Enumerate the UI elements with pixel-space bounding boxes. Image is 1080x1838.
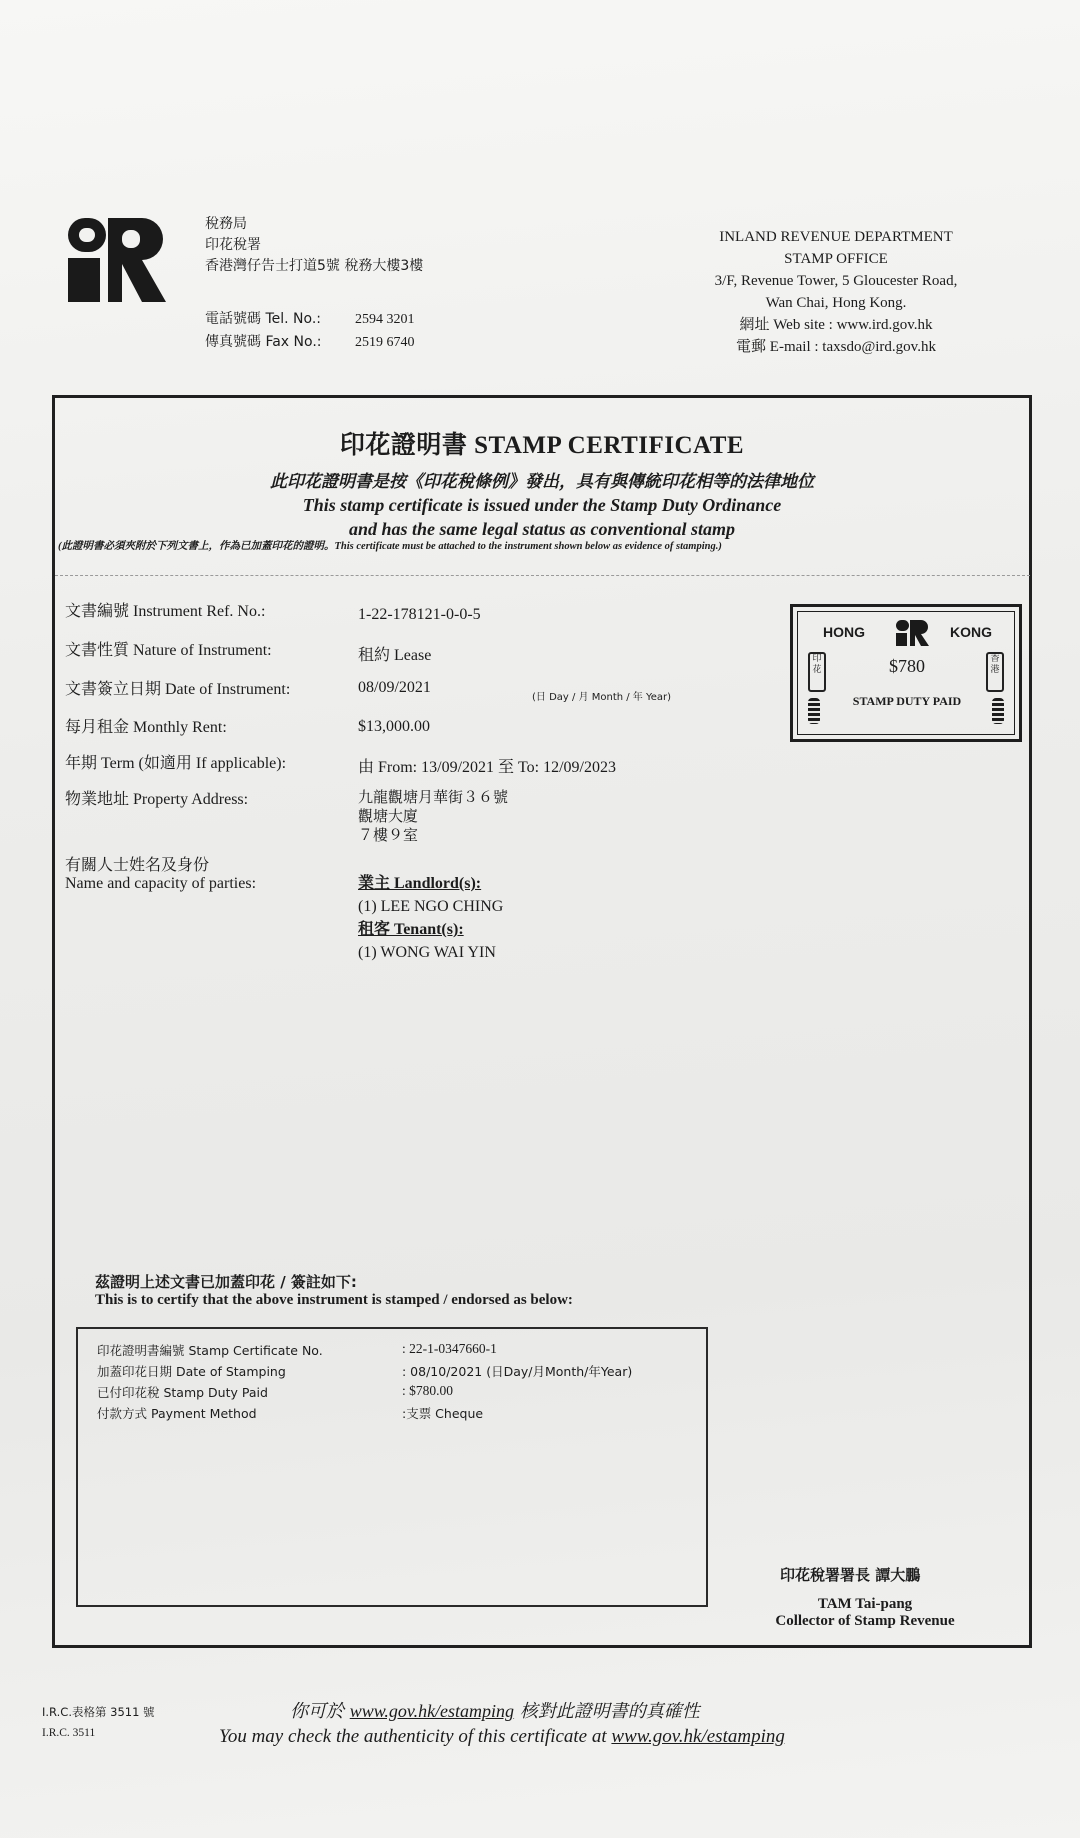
cert-row-value: : $780.00 bbox=[402, 1383, 454, 1398]
subtitle-line: This stamp certificate is issued under the Stamp Duty Ordinance bbox=[302, 495, 782, 515]
form-number-zh: I.R.C.表格第 3511 號 bbox=[42, 1705, 155, 1719]
date-value: 08/09/2021 bbox=[358, 679, 431, 696]
dept-zh-line: 稅務局 bbox=[205, 216, 247, 232]
fax-label: 傳真號碼 Fax No.: bbox=[205, 334, 322, 350]
cert-row-value: :支票 Cheque bbox=[402, 1406, 484, 1421]
term-label: 年期 Term (如適用 If applicable): bbox=[65, 755, 287, 772]
stamp-duty-paid-stamp bbox=[790, 604, 1022, 742]
landlord-name: (1) LEE NGO CHING bbox=[358, 898, 504, 915]
tenant-heading: 租客 Tenant(s): bbox=[358, 921, 464, 938]
cert-row-value: : 22-1-0347660-1 bbox=[402, 1341, 497, 1356]
term-value: 由 From: 13/09/2021 至 To: 12/09/2023 bbox=[358, 759, 617, 776]
address-line: ７樓９室 bbox=[358, 826, 419, 844]
email: 電郵 E-mail : taxsdo@ird.gov.hk bbox=[736, 339, 936, 355]
tel-value: 2594 3201 bbox=[355, 312, 415, 327]
verify-note-en bbox=[219, 1726, 785, 1748]
parties-label-en: Name and capacity of parties: bbox=[65, 875, 257, 892]
dept-zh-line: 香港灣仔告士打道5號 稅務大樓3樓 bbox=[205, 258, 424, 274]
stamp-inner-border bbox=[797, 611, 1015, 735]
verify-note-zh bbox=[290, 1697, 700, 1723]
landlord-heading: 業主 Landlord(s): bbox=[358, 875, 482, 892]
nature-value: 租約 Lease bbox=[358, 647, 432, 664]
website: 網址 Web site : www.ird.gov.hk bbox=[739, 317, 933, 333]
ref-value: 1-22-178121-0-0-5 bbox=[358, 606, 481, 623]
date-format-hint: (日 Day / 月 Month / 年 Year) bbox=[532, 692, 672, 703]
stamp-amount: $780 bbox=[889, 656, 925, 676]
subtitle-line: and has the same legal status as conventional stamp bbox=[348, 519, 736, 539]
subtitle-chinese: 此印花證明書是按《印花稅條例》發出，具有與傳統印花相等的法律地位 bbox=[270, 472, 814, 492]
parties-label-zh: 有關人士姓名及身份 bbox=[65, 857, 210, 874]
certify-intro-zh: 茲證明上述文書已加蓋印花 / 簽註如下: bbox=[95, 1273, 357, 1291]
stamp-paid-text: STAMP DUTY PAID bbox=[852, 694, 962, 708]
rent-value: $13,000.00 bbox=[358, 718, 430, 735]
collector-title: Collector of Stamp Revenue bbox=[775, 1613, 955, 1629]
attachment-note: (此證明書必須夾附於下列文書上，作為已加蓋印花的證明。This certificate must be attached to the instrument shown below as evidence of stamping.) bbox=[58, 541, 722, 552]
estamping-link[interactable]: www.gov.hk/estamping bbox=[611, 1726, 785, 1747]
dept-en-line: Wan Chai, Hong Kong. bbox=[765, 295, 907, 311]
address-value bbox=[358, 788, 508, 845]
ird-logo-small bbox=[896, 618, 930, 646]
dept-zh-line: 印花稅署 bbox=[205, 237, 261, 253]
cert-row-label: 付款方式 Payment Method bbox=[97, 1406, 257, 1421]
tel-label: 電話號碼 Tel. No.: bbox=[205, 311, 321, 327]
department-chinese bbox=[205, 214, 423, 277]
department-english bbox=[666, 226, 1006, 358]
cert-row-value: : 08/10/2021 (日Day/月Month/年Year) bbox=[402, 1364, 633, 1379]
address-label: 物業地址 Property Address: bbox=[65, 791, 249, 808]
stamp-seal-left: 印花 bbox=[808, 652, 826, 692]
contact-numbers bbox=[205, 308, 415, 354]
dept-en-line: STAMP OFFICE bbox=[784, 251, 888, 267]
form-number-en: I.R.C. 3511 bbox=[42, 1727, 96, 1739]
estamping-link[interactable]: www.gov.hk/estamping bbox=[349, 1701, 515, 1721]
ird-logo bbox=[68, 212, 168, 304]
tenant-name: (1) WONG WAI YIN bbox=[358, 944, 496, 961]
cert-row-label: 印花證明書編號 Stamp Certificate No. bbox=[97, 1343, 323, 1358]
subtitle-english bbox=[52, 493, 1032, 541]
address-line: 觀塘大廈 bbox=[358, 807, 419, 825]
verify-en-prefix: You may check the authenticity of this certificate at bbox=[219, 1726, 612, 1747]
date-label: 文書簽立日期 Date of Instrument: bbox=[65, 681, 291, 698]
stamp-seal-right: 香港 bbox=[986, 652, 1004, 692]
divider bbox=[55, 575, 1030, 576]
page-title: 印花證明書 STAMP CERTIFICATE bbox=[339, 432, 745, 459]
verify-zh-prefix: 你可於 bbox=[290, 1701, 350, 1722]
dept-en-line: INLAND REVENUE DEPARTMENT bbox=[719, 229, 953, 245]
parties-label bbox=[65, 857, 256, 893]
stamp-hong: HONG bbox=[823, 624, 865, 640]
nature-label: 文書性質 Nature of Instrument: bbox=[65, 642, 272, 659]
cert-row-label: 加蓋印花日期 Date of Stamping bbox=[97, 1364, 286, 1379]
collector-english bbox=[760, 1596, 970, 1630]
address-line: 九龍觀塘月華街３６號 bbox=[358, 788, 509, 806]
cert-row-label: 已付印花稅 Stamp Duty Paid bbox=[97, 1385, 268, 1400]
ref-label: 文書編號 Instrument Ref. No.: bbox=[65, 603, 266, 620]
parties-value bbox=[358, 872, 503, 964]
rent-label: 每月租金 Monthly Rent: bbox=[65, 719, 227, 736]
dept-en-line: 3/F, Revenue Tower, 5 Gloucester Road, bbox=[714, 273, 958, 289]
collector-chinese: 印花稅署署長 譚大鵬 bbox=[780, 1566, 921, 1584]
collector-name: TAM Tai-pang bbox=[817, 1596, 913, 1612]
fax-value: 2519 6740 bbox=[355, 335, 415, 350]
certify-intro-en: This is to certify that the above instrument is stamped / endorsed as below: bbox=[95, 1292, 573, 1308]
stamp-kong: KONG bbox=[950, 624, 992, 640]
verify-zh-suffix: 核對此證明書的真確性 bbox=[514, 1701, 700, 1722]
